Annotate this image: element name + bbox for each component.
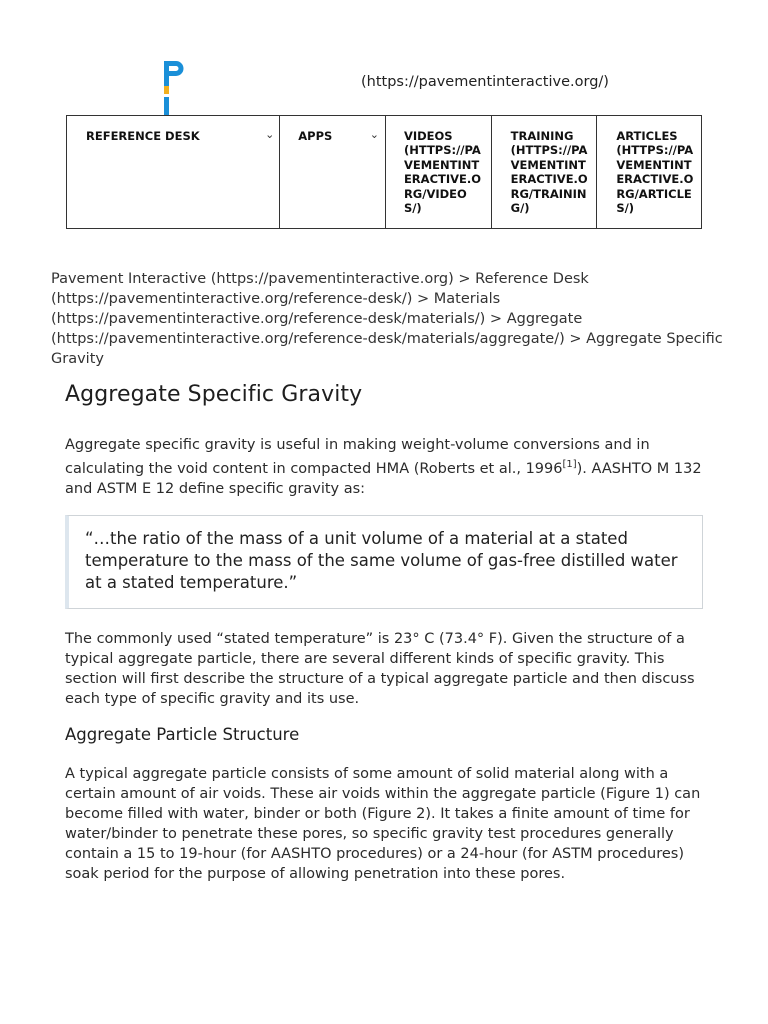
chevron-down-icon[interactable]: ⌄ [369, 128, 379, 141]
nav-item-url[interactable]: (HTTPS://PAVEMENTINTERACTIVE.ORG/VIDEOS/) [403, 143, 482, 216]
chevron-down-icon[interactable]: ⌄ [265, 128, 275, 141]
nav-item-url[interactable]: (HTTPS://PAVEMENTINTERACTIVE.ORG/ARTICLES/) [616, 143, 694, 216]
site-url-link[interactable]: (https://pavementinteractive.org/) [361, 74, 609, 90]
temperature-paragraph: The commonly used “stated temperature” is 23° C (73.4° F). Given the structure of a typical aggregate particle, there are several different kinds of specific gravity. This section will first describe the structure of a typical aggregate particle and then discuss each type of specific gravity and its use. [65, 630, 695, 707]
definition-blockquote: “…the ratio of the mass of a unit volume of a material at a stated temperature to the mass of the same volume of gas-free distilled water at a stated temperature.” [65, 515, 703, 609]
nav-item-label: VIDEOS [403, 129, 453, 143]
nav-item-label: ARTICLES [616, 129, 678, 143]
nav-item-training[interactable] [491, 116, 597, 228]
breadcrumb[interactable]: Pavement Interactive (https://pavementinteractive.org) > Reference Desk (https://pavementinteractive.org/reference-desk/) > Materials (https://pavementinteractive.org/reference-desk/materials/) > Aggregate (https://pavementinteractive.org/reference-desk/materials/aggregate/) > Aggregate Specific Gravity [51, 271, 723, 367]
page-title: Aggregate Specific Gravity [65, 382, 363, 407]
nav-item-videos[interactable] [385, 116, 491, 228]
nav-item-apps[interactable] [279, 116, 385, 228]
nav-item-label: TRAINING [510, 129, 574, 143]
nav-item-articles[interactable] [596, 116, 701, 228]
nav-item-label: APPS [298, 129, 333, 143]
main-nav [66, 115, 702, 229]
nav-item-label: REFERENCE DESK [86, 129, 200, 143]
citation-link[interactable]: [1] [562, 459, 577, 470]
article-content [65, 378, 705, 884]
pavement-interactive-logo[interactable] [160, 56, 188, 116]
section-heading: Aggregate Particle Structure [65, 724, 300, 744]
nav-item-url[interactable]: (HTTPS://PAVEMENTINTERACTIVE.ORG/TRAINING/) [510, 143, 588, 216]
intro-paragraph [65, 435, 705, 499]
intro-text: Aggregate specific gravity is useful in making weight-volume conversions and in calculating the void content in compacted HMA (Roberts et al., 1996 [65, 437, 650, 477]
intro-text-end: ). AASHTO M 132 and ASTM E 12 define specific gravity as: [65, 460, 702, 497]
nav-item-reference-desk[interactable] [67, 116, 279, 228]
particle-structure-paragraph: A typical aggregate particle consists of some amount of solid material along with a certain amount of air voids. These air voids within the aggregate particle (Figure 1) can become filled with water, binder or both (Figure 2). It takes a finite amount of time for water/binder to penetrate these pores, so specific gravity test procedures generally contain a 15 to 19-hour (for AASHTO procedures) or a 24-hour (for ASTM procedures) soak period for the purpose of allowing penetration into these pores. [65, 765, 701, 882]
